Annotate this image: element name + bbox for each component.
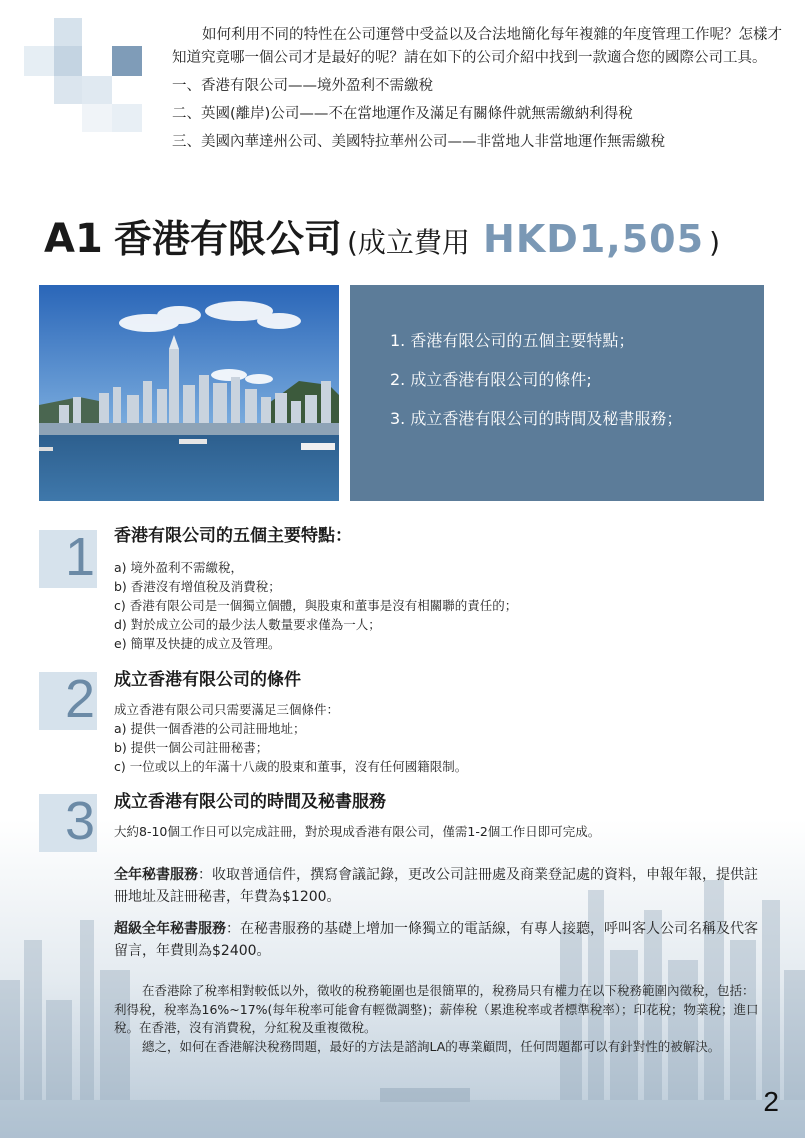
title-price: HKD1,505 (483, 217, 705, 261)
section-line: e) 簡單及快捷的成立及管理。 (114, 636, 281, 651)
section-line: a) 提供一個香港的公司註冊地址； (114, 721, 306, 736)
section-line: b) 香港沒有增值稅及消費稅； (114, 579, 281, 594)
section-line: b) 提供一個公司註冊秘書； (114, 740, 269, 755)
section-line: 大約8-10個工作日可以完成註冊，對於現成香港有限公司，僅需1-2個工作日即可完成。 (114, 824, 601, 839)
service-text: ：收取普通信件，撰寫會議記錄，更改公司註冊處及商業登記處的資料，申報年報，提供註冊地址及註冊秘書，年費為$1200。 (114, 867, 758, 905)
section-number-box (39, 669, 97, 730)
section-title: 成立香港有限公司的時間及秘書服務 (114, 792, 386, 812)
service-label: 全年秘書服務 (114, 867, 198, 883)
section-number-box (39, 527, 97, 588)
service-text: ：在秘書服務的基礎上增加一條獨立的電話線，有專人接聽，呼叫客人公司名稱及代客留言，年費則為$2400。 (114, 921, 758, 959)
section-title: 香港有限公司的五個主要特點： (114, 526, 352, 546)
contents-item: 2. 成立香港有限公司的條件; (390, 370, 592, 389)
contents-item: 1. 香港有限公司的五個主要特點； (390, 331, 635, 350)
section-number: 3 (64, 791, 95, 851)
section-line: c) 香港有限公司是一個獨立個體，與股東和董事是沒有相關聯的責任的； (114, 598, 518, 613)
tax-notes (114, 982, 764, 1056)
intro-item: 三、美國內華達州公司、美國特拉華州公司——非當地人非當地運作無需繳稅 (172, 134, 665, 150)
section-number: 1 (64, 527, 95, 587)
page-title (44, 208, 804, 263)
intro-item: 二、英國(離岸)公司——不在當地運作及滿足有關條件就無需繳納利得稅 (172, 106, 633, 122)
annual-secretary-service (114, 864, 764, 908)
section-number: 2 (64, 669, 95, 729)
contents-panel (350, 285, 764, 501)
title-code: A1 (44, 216, 103, 262)
tax-paragraph: 總之，如何在香港解決稅務問題，最好的方法是諮詢LA的專業顧問，任何問題都可以有針對性的被解決。 (142, 1038, 721, 1054)
section-line: a) 境外盈利不需繳稅， (114, 560, 244, 575)
section-title: 成立香港有限公司的條件 (114, 670, 301, 690)
decorative-squares (24, 18, 144, 138)
tax-paragraph: 在香港除了稅率相對較低以外，徵收的稅務範圍也是很簡單的，稅務局只有權力在以下稅務範圍內徵稅，包括：利得稅，稅率為16%~17%(每年稅率可能會有輕微調整)；薪俸稅（累進稅率或者標準稅率）；印花稅；物業稅；進口稅。在香港，沒有消費稅，分紅稅及重複徵稅。 (114, 983, 759, 1035)
service-label: 超級全年秘書服務 (114, 921, 226, 937)
super-annual-secretary-service (114, 918, 764, 962)
intro-paragraph: 如何利用不同的特性在公司運營中受益以及合法地簡化每年複雜的年度管理工作呢？怎樣才知道究竟哪一個公司才是最好的呢？請在如下的公司介紹中找到一款適合您的國際公司工具。 (172, 27, 782, 66)
section-number-box (39, 791, 97, 852)
hong-kong-harbour-photo (39, 285, 339, 501)
section-line: 成立香港有限公司只需要滿足三個條件： (114, 702, 340, 717)
intro-text (172, 24, 784, 154)
section-body (114, 524, 794, 653)
section-body (114, 668, 794, 776)
contents-item: 3. 成立香港有限公司的時間及秘書服務； (390, 409, 683, 428)
section-line: c) 一位或以上的年滿十八歲的股東和董事，沒有任何國籍限制。 (114, 759, 468, 774)
section-body (114, 790, 794, 841)
page-number: 2 (763, 1086, 779, 1117)
title-fee-label: (成立費用 (347, 226, 470, 259)
intro-item: 一、香港有限公司——境外盈利不需繳稅 (172, 78, 433, 94)
contents-list (390, 331, 682, 448)
title-company: 香港有限公司 (113, 217, 342, 261)
title-close: ) (709, 226, 721, 259)
section-line: d) 對於成立公司的最少法人數量要求僅為一人； (114, 617, 381, 632)
